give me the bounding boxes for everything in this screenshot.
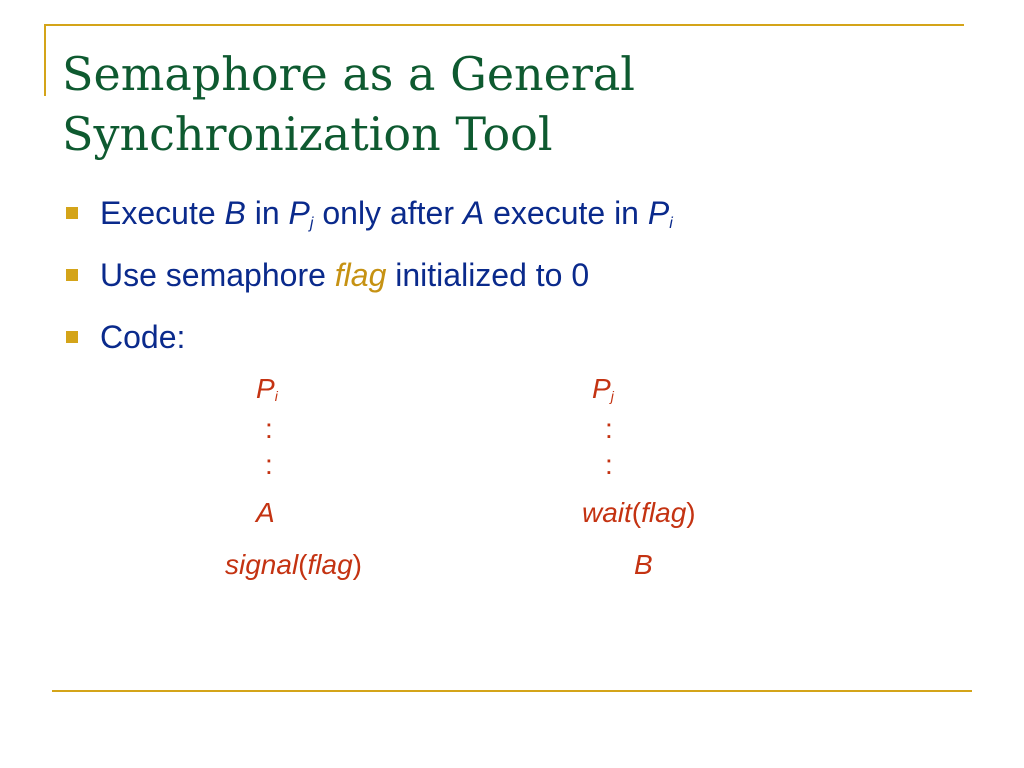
code-signal-close-paren: ) — [352, 549, 362, 580]
code-left-signal-call — [225, 550, 362, 580]
code-wait-arg: flag — [641, 497, 687, 528]
var-flag: flag — [334, 257, 387, 293]
code-wait-close-paren: ) — [686, 497, 696, 528]
title-line-2: Synchronization Tool — [62, 107, 553, 161]
code-wait-open-paren: ( — [631, 497, 642, 528]
code-signal-arg: flag — [307, 549, 353, 580]
frame-bottom-rule — [52, 690, 972, 692]
code-right-header-subscript: j — [610, 388, 614, 404]
code-right-stmt-b: B — [634, 549, 653, 580]
bullet-text: Code: — [100, 319, 186, 355]
code-wait-func: wait — [582, 497, 632, 528]
text-initialized: initialized to 0 — [386, 257, 590, 293]
code-left-header — [256, 374, 278, 404]
code-left-header-subscript: i — [274, 388, 278, 404]
code-right-header — [592, 374, 614, 404]
var-b: B — [224, 195, 246, 231]
code-left-stmt-a: A — [256, 497, 275, 528]
text-execute: Execute — [100, 195, 225, 231]
code-right-ellipsis-1: : — [605, 413, 613, 444]
text-only-after: only after — [313, 195, 463, 231]
code-right-wait-call — [582, 498, 696, 528]
code-signal-open-paren: ( — [298, 549, 308, 580]
var-a: A — [462, 195, 485, 231]
var-pj-letter: P — [288, 195, 310, 231]
text-in: in — [245, 195, 289, 231]
text-use-semaphore: Use semaphore — [100, 257, 335, 293]
var-pj-subscript: j — [309, 215, 314, 232]
code-right-header-letter: P — [592, 373, 611, 404]
code-right-ellipsis-2: : — [605, 449, 613, 480]
code-signal-func: signal — [225, 549, 299, 580]
code-left-header-letter: P — [256, 373, 275, 404]
var-pi-letter: P — [647, 195, 670, 231]
code-left-ellipsis-2: : — [265, 449, 273, 480]
code-left-ellipsis-1: : — [265, 413, 273, 444]
text-execute-in: execute in — [484, 195, 648, 231]
title-line-1: Semaphore as a General — [62, 47, 636, 101]
var-pi-subscript: i — [669, 215, 673, 232]
